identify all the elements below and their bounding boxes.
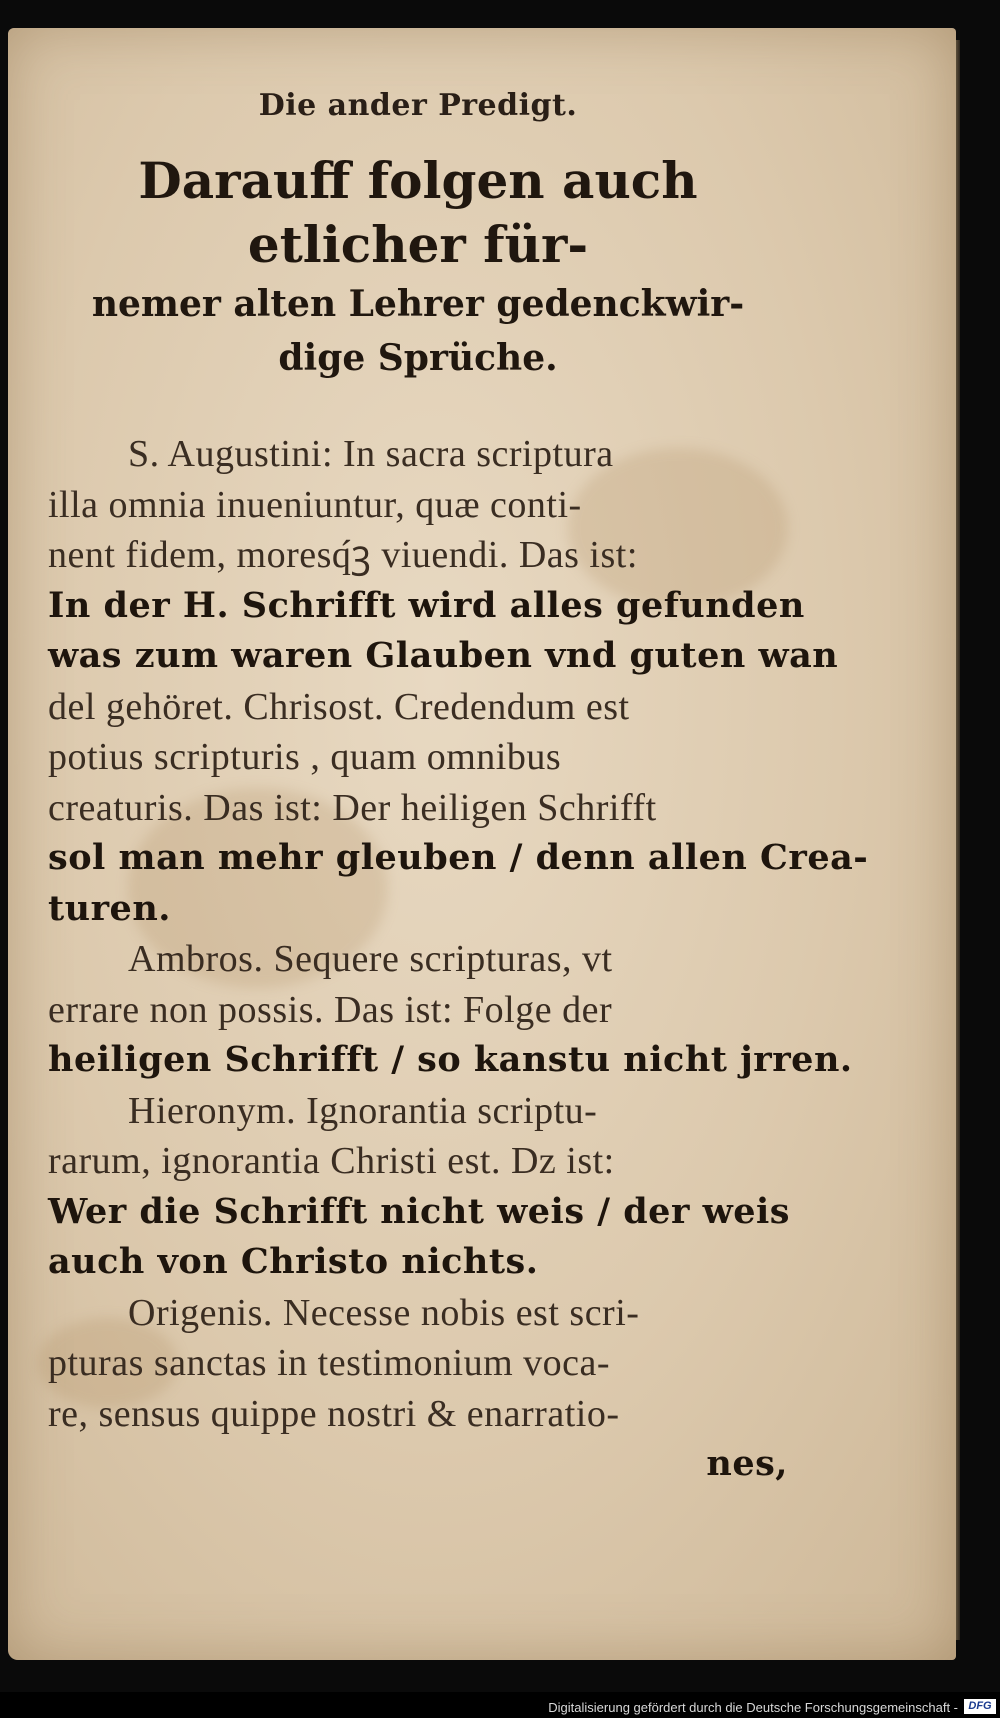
text-line: heiligen Schrifft / so kanstu nicht jrren. — [48, 1039, 853, 1080]
text-line: In der H. Schrifft wird alles gefunden — [48, 584, 805, 626]
text-line: Wer die Schrifft nicht weis / der weis — [48, 1190, 790, 1232]
body-text — [48, 429, 869, 1490]
running-head: Die ander Predigt. — [258, 88, 578, 123]
text-line: was zum waren Glauben vnd guten wan — [48, 635, 839, 676]
text-line: nent fidem, moresq́ꝫ viuendi. Das ist: — [48, 534, 638, 576]
text-line: del gehöret. Chrisost. Credendum est — [48, 685, 630, 728]
text-line: S. Augustini: In sacra scriptura — [128, 433, 614, 475]
text-line: turen. — [48, 887, 171, 929]
text-line: Origenis. Necesse nobis est scri- — [128, 1291, 640, 1334]
text-line: potius scripturis , quam omnibus — [48, 736, 562, 778]
text-line: nes, — [706, 1443, 788, 1484]
text-line: illa omnia inueniuntur, quæ conti- — [48, 483, 582, 526]
text-line: sol man mehr gleuben / denn allen Crea- — [48, 837, 869, 878]
text-line: errare non possis. Das ist: Folge der — [48, 988, 613, 1031]
text-line: Ambros. Sequere scripturas, vt — [128, 938, 613, 980]
text-line: rarum, ignorantia Christi est. Dz ist: — [48, 1140, 615, 1182]
text-line: Hieronym. Ignorantia scriptu- — [128, 1089, 598, 1132]
text-line: pturas sanctas in testimonium voca- — [48, 1342, 611, 1384]
heading-line-2: nemer alten Lehrer gedenckwir- — [91, 283, 745, 325]
dfg-logo: DFG — [964, 1699, 996, 1714]
page-text — [48, 88, 869, 1490]
text-line: auch von Christo nichts. — [48, 1241, 539, 1282]
text-line: re, sensus quippe nostri & enarratio- — [48, 1392, 620, 1435]
section-heading — [48, 149, 788, 385]
digitization-credit: Digitalisierung gefördert durch die Deutsche Forschungsgemeinschaft - — [548, 1700, 958, 1715]
text-line: creaturis. Das ist: Der heiligen Schrifft — [48, 786, 657, 829]
heading-line-1: Darauff folgen auch etlicher für- — [138, 151, 698, 274]
heading-line-3: dige Sprüche. — [278, 337, 558, 379]
